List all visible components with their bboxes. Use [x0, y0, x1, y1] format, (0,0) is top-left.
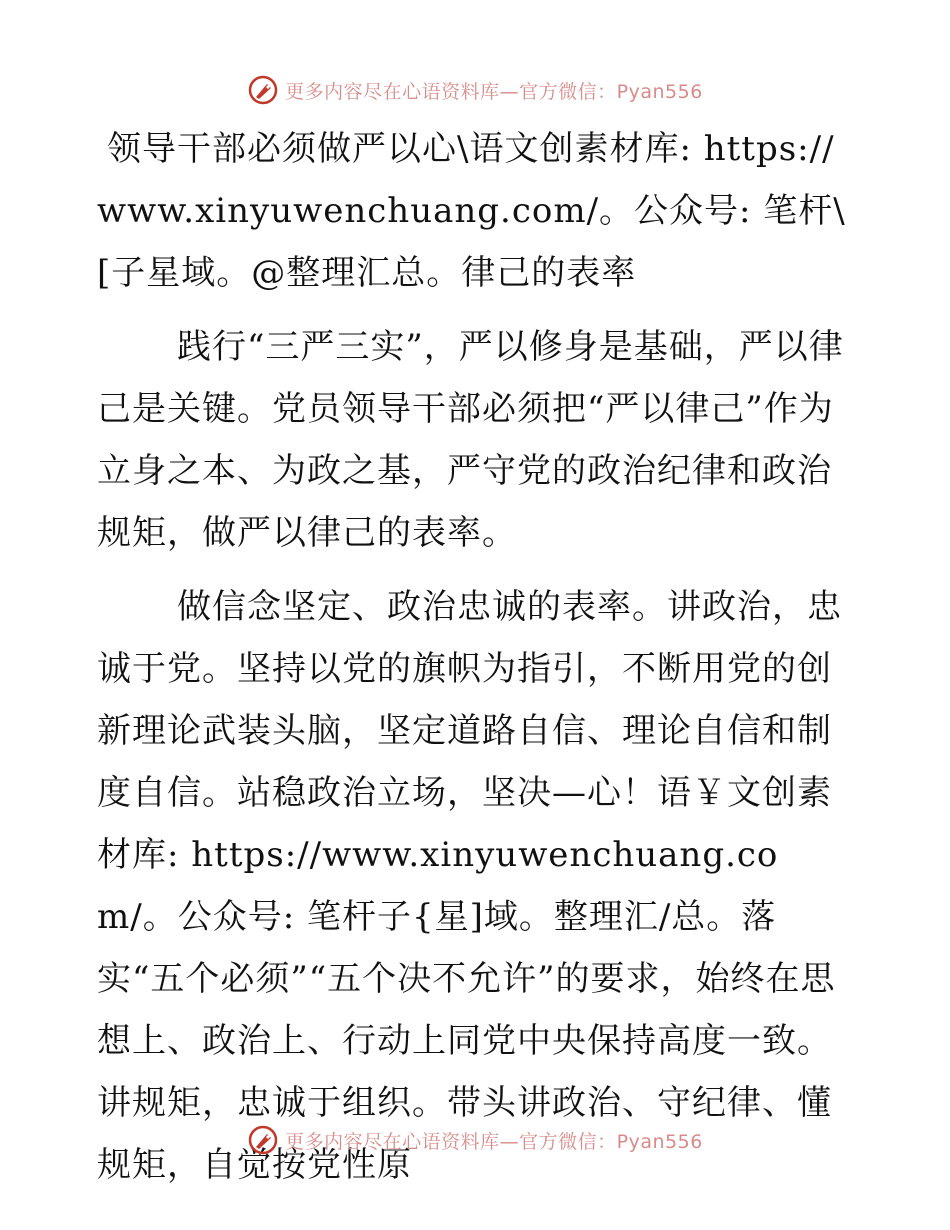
footer-banner-text: 更多内容尽在心语资料库—官方微信：Pyan556 — [285, 1130, 703, 1153]
paragraph-loyalty: 做信念坚定、政治忠诚的表率。讲政治，忠诚于党。坚持以党的旗帜为指引，不断用党的创新理论武装头脑，坚定道路自信、理论自信和制度自信。站稳政治立场，坚决—心！语￥文创素材库: https://www.xinyuwenchuang.com/。公众号: 笔杆子{星]域。整理汇/总。落实“五个必须”“五个决不允许”的要求，始终在思想上、政治上、行动上同党中央保持高度一致。讲规矩，忠诚于组织。带头讲政治、守纪律、懂规矩，自觉按党性原 — [97, 587, 842, 1185]
footer-banner — [0, 1120, 950, 1160]
document-body — [97, 118, 857, 1196]
paragraph-intro: 践行“三严三实”，严以修身是基础，严以律己是关键。党员领导干部必须把“严以律己”作为立身之本、为政之基，严守党的政治纪律和政治规矩，做严以律己的表率。 — [97, 327, 844, 553]
header-banner-text: 更多内容尽在心语资料库—官方微信：Pyan556 — [285, 80, 703, 103]
pen-nib-logo-icon — [247, 1124, 279, 1156]
header-banner — [0, 70, 950, 110]
paragraph-title-line: 领导干部必须做严以心\语文创素材库: https://www.xinyuwenchuang.com/。公众号: 笔杆\[子星域。@整理汇总。律己的表率 — [97, 129, 846, 293]
pen-nib-logo-icon — [247, 74, 279, 106]
